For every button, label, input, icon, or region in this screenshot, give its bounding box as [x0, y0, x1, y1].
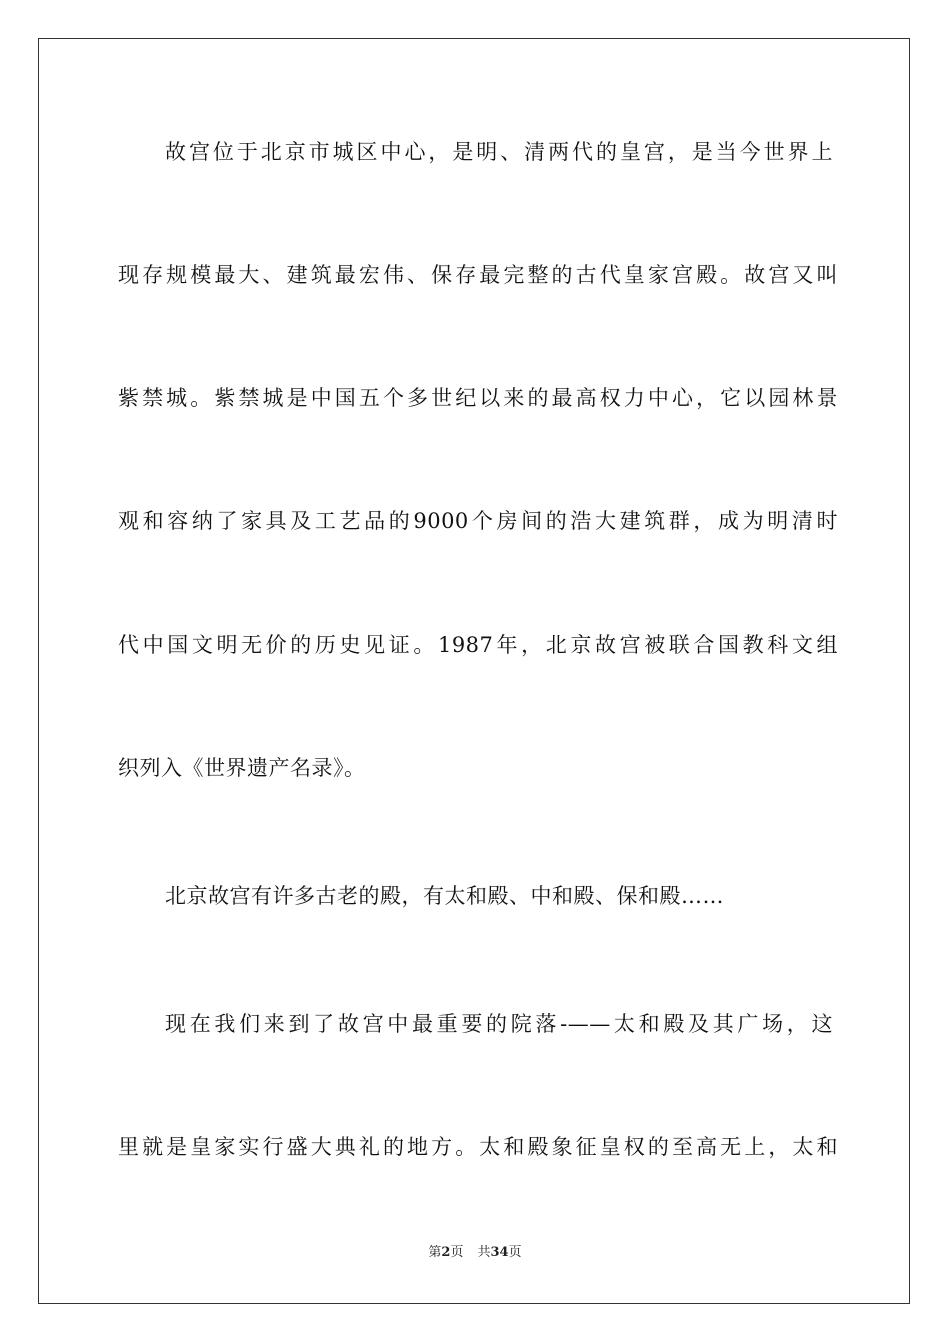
paragraph-2-line-1: 北京故宫有许多古老的殿，有太和殿、中和殿、保和殿…… [165, 884, 724, 908]
page-footer [0, 1244, 950, 1262]
paragraph-1-line-3: 紫禁城。紫禁城是中国五个多世纪以来的最高权力中心，它以园林景 [118, 386, 838, 410]
paragraph-1-line-1: 故宫位于北京市城区中心，是明、清两代的皇宫，是当今世界上 [165, 140, 833, 164]
page-suffix: 页 [450, 1245, 464, 1260]
total-pages: 34 [490, 1245, 509, 1260]
paragraph-1-line-4: 观和容纳了家具及工艺品的9000个房间的浩大建筑群，成为明清时 [118, 509, 838, 533]
paragraph-1-line-6: 织列入《世界遗产名录》。 [118, 756, 366, 780]
paragraph-3-line-2: 里就是皇家实行盛大典礼的地方。太和殿象征皇权的至高无上，太和 [118, 1135, 838, 1159]
page-number: 2 [441, 1245, 451, 1260]
paragraph-3-line-1: 现在我们来到了故宫中最重要的院落-——太和殿及其广场，这 [165, 1012, 833, 1036]
page-prefix: 第 [428, 1245, 442, 1260]
paragraph-1-line-5: 代中国文明无价的历史见证。1987年，北京故宫被联合国教科文组 [118, 633, 838, 657]
paragraph-1-line-2: 现存规模最大、建筑最宏伟、保存最完整的古代皇家宫殿。故宫又叫 [118, 263, 838, 287]
total-prefix: 共 [477, 1245, 491, 1260]
total-suffix: 页 [508, 1245, 522, 1260]
page-border [38, 38, 910, 1304]
